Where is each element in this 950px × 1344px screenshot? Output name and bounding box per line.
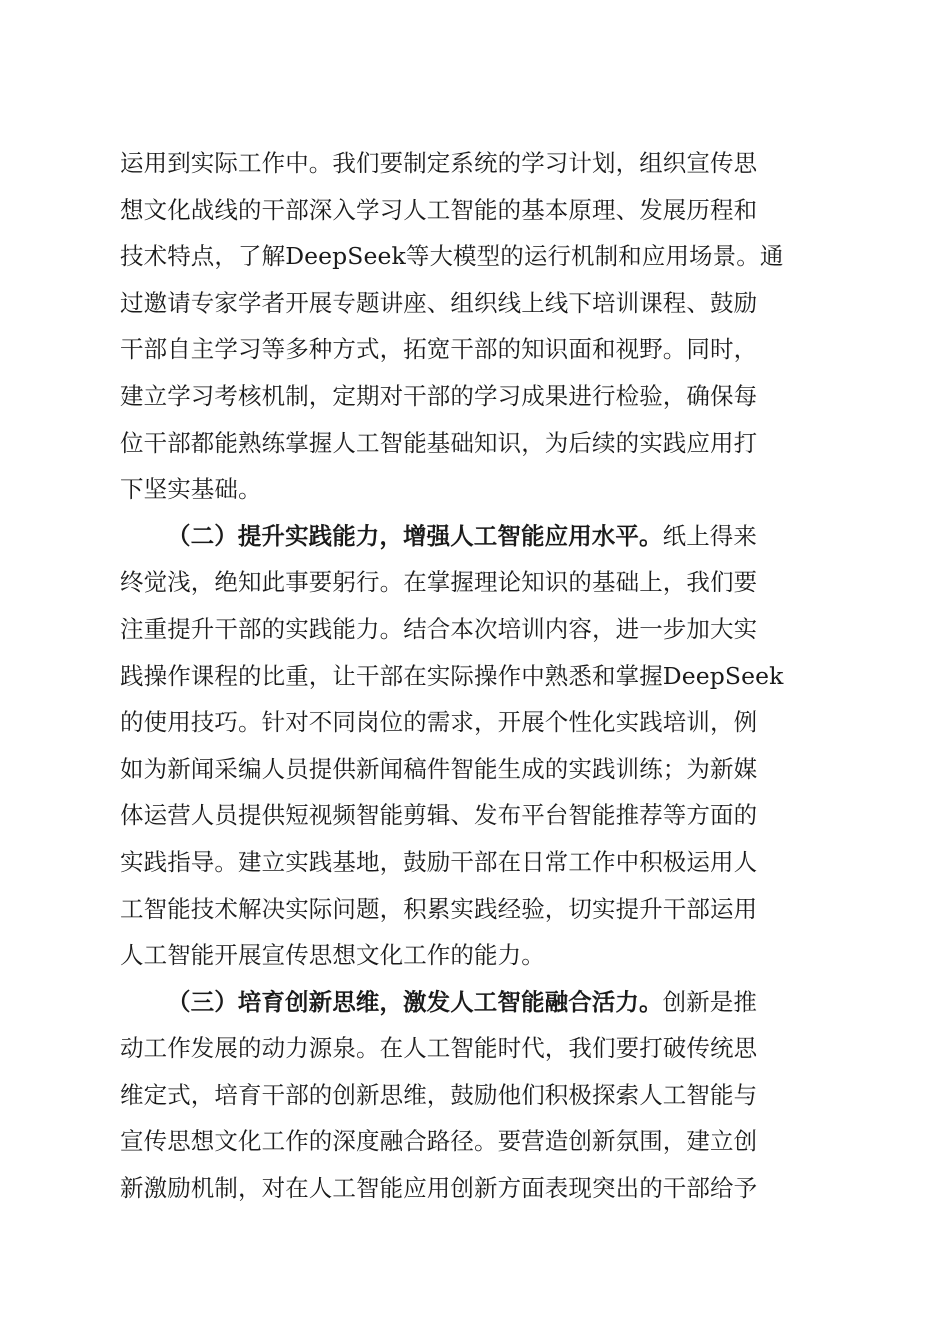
paragraph-1 (120, 140, 830, 513)
paragraph-first-line (120, 513, 830, 560)
text-line: 运用到实际工作中。我们要制定系统的学习计划，组织宣传思 (120, 149, 758, 177)
text-line: 终觉浅，绝知此事要躬行。在掌握理论知识的基础上，我们要 (120, 568, 758, 597)
text-line: 新激励机制，对在人工智能应用创新方面表现突出的干部给予 (120, 1174, 758, 1203)
text-run: 纸上得来 (662, 521, 758, 550)
text-line: 如为新闻采编人员提供新闻稿件智能生成的实践训练；为新媒 (120, 754, 758, 783)
text-line: 干部自主学习等多种方式，拓宽干部的知识面和视野。同时， (120, 335, 758, 364)
text-line: 维定式，培育干部的创新思维，鼓励他们积极探索人工智能与 (120, 1080, 758, 1109)
text-line: 过邀请专家学者开展专题讲座、组织线上线下培训课程、鼓励 (120, 288, 758, 317)
section-heading-3: （三）培育创新思维，激发人工智能融合活力。 (167, 987, 663, 1016)
text-run: 创新是推 (662, 987, 758, 1016)
text-line: 位干部都能熟练掌握人工智能基础知识，为后续的实践应用打 (120, 428, 758, 457)
text-line: 体运营人员提供短视频智能剪辑、发布平台智能推荐等方面的 (120, 801, 758, 830)
text-line: 的使用技巧。针对不同岗位的需求，开展个性化实践培训，例 (120, 708, 758, 737)
text-line: 下坚实基础。 (120, 475, 262, 504)
paragraph-first-line (120, 979, 830, 1026)
text-line: 实践指导。建立实践基地，鼓励干部在日常工作中积极运用人 (120, 847, 758, 876)
text-line: 建立学习考核机制，定期对干部的学习成果进行检验，确保每 (120, 381, 758, 410)
text-line: 技术特点，了解DeepSeek等大模型的运行机制和应用场景。通 (120, 242, 784, 271)
text-line: 人工智能开展宣传思想文化工作的能力。 (120, 941, 545, 970)
text-line: 工智能技术解决实际问题，积累实践经验，切实提升干部运用 (120, 894, 758, 923)
text-line: 想文化战线的干部深入学习人工智能的基本原理、发展历程和 (120, 195, 758, 224)
body-text (120, 140, 830, 1212)
paragraph-3 (120, 979, 830, 1212)
text-line: 践操作课程的比重，让干部在实际操作中熟悉和掌握DeepSeek (120, 661, 784, 690)
text-line: 动工作发展的动力源泉。在人工智能时代，我们要打破传统思 (120, 1034, 758, 1063)
paragraph-2 (120, 513, 830, 979)
text-line: 宣传思想文化工作的深度融合路径。要营造创新氛围，建立创 (120, 1127, 758, 1156)
section-heading-2: （二）提升实践能力，增强人工智能应用水平。 (167, 521, 663, 550)
text-line: 注重提升干部的实践能力。结合本次培训内容，进一步加大实 (120, 614, 758, 643)
